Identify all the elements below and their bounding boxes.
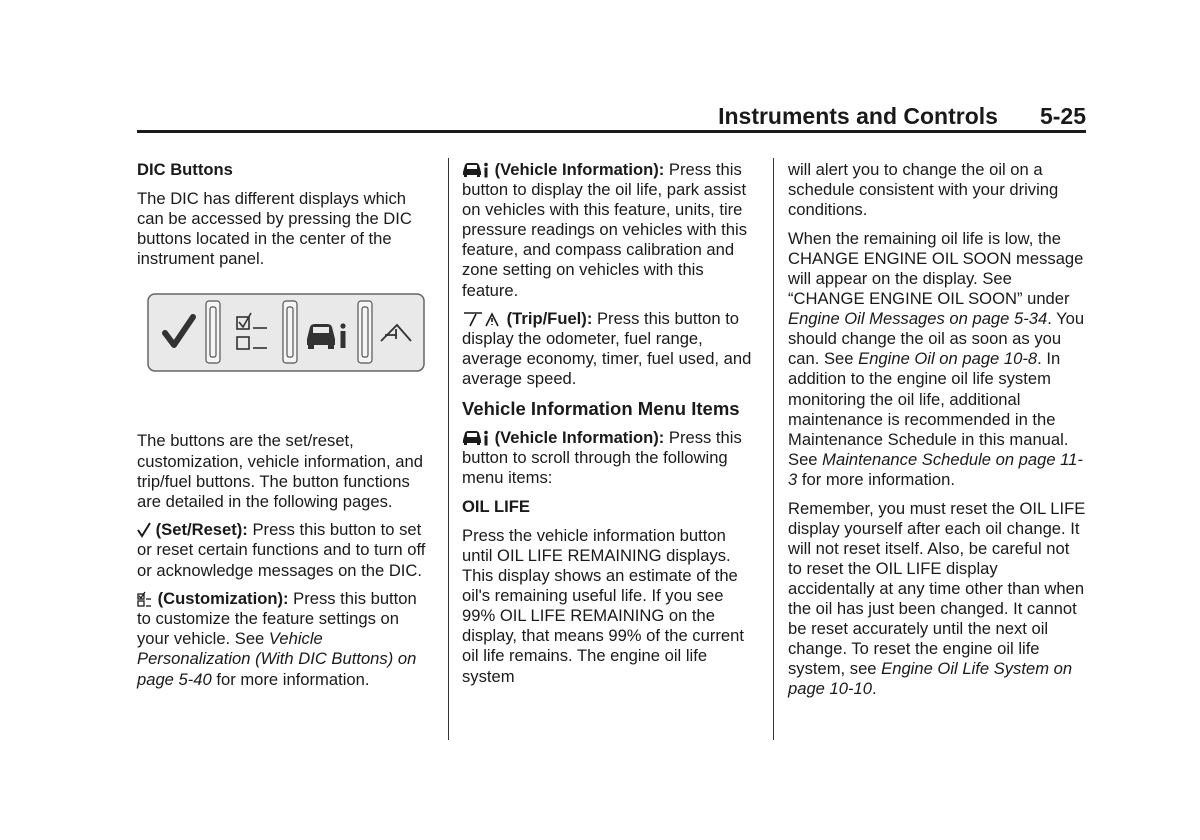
oil-low-paragraph (788, 229, 1086, 490)
section-title: Instruments and Controls (718, 103, 998, 129)
oil-low-text-c: . In addition to the engine oil life system monitoring the oil life, additional maintenance is recommended in the Maintenance Schedule in this manual. See (788, 349, 1069, 469)
customization-paragraph (137, 589, 433, 689)
engine-oil-messages-reference: Engine Oil Messages on page 5-34 (788, 309, 1048, 329)
oil-alert-paragraph: will alert you to change the oil on a schedule consistent with your driving conditions. (788, 160, 1059, 220)
vehicle-info-text: Press this button to display the oil life, park assist on vehicles with this feature, units, tire pressure readings on vehicles with this feature, and compass calibration and zone setting on vehicles with this feature. (462, 160, 748, 300)
column-3 (788, 160, 1086, 708)
vehicle-info-paragraph (462, 160, 760, 301)
oil-low-text-b: . You should change the oil as soon as you can. See (788, 309, 1085, 369)
column-divider (773, 158, 774, 740)
trip-fuel-paragraph (462, 309, 760, 389)
column-divider (448, 158, 449, 740)
oil-low-text-a: When the remaining oil life is low, the CHANGE ENGINE OIL SOON message will appear on the display. See “CHANGE ENGINE OIL SOON” under (788, 228, 1084, 309)
oil-life-heading: OIL LIFE (462, 496, 530, 516)
vehicle-info-scroll-paragraph (462, 428, 760, 488)
vehicle-info-label: (Vehicle Information): (494, 160, 665, 179)
maintenance-schedule-reference: Maintenance Schedule on page 11-3 (788, 449, 1083, 489)
customization-tail: for more information. (216, 669, 370, 689)
page-number: 5-25 (1039, 103, 1086, 129)
oil-low-text-d: for more information. (801, 469, 955, 489)
trip-fuel-text: Press this button to display the odometer, fuel range, average economy, timer, fuel used, and average speed. (462, 309, 752, 389)
vehicle-info-label-2: (Vehicle Information): (494, 428, 665, 448)
column-2 (462, 160, 760, 695)
set-reset-paragraph (137, 520, 433, 580)
dic-buttons-heading: DIC Buttons (137, 160, 233, 179)
dic-intro-paragraph: The DIC has different displays which can be accessed by pressing the DIC buttons located in the center of the instrument panel. (137, 189, 412, 269)
dic-button-panel (147, 293, 425, 373)
set-reset-text: Press this button to set or reset certain functions and to turn off or acknowledge messages on the DIC. (137, 520, 426, 580)
dic-button-panel-illustration (137, 281, 433, 421)
reset-reminder-end: . (871, 679, 877, 699)
customization-label: (Customization): (157, 589, 289, 609)
column-1 (137, 160, 433, 698)
customization-text: Press this button to customize the feature settings on your vehicle. See (137, 589, 417, 649)
page-header (137, 100, 1086, 130)
oil-life-paragraph: Press the vehicle information button until OIL LIFE REMAINING displays. This display shows an estimate of the oil's remaining useful life. If you see 99% OIL LIFE REMAINING on the display, that means 99% of the current oil life remains. The engine oil life system (462, 525, 744, 686)
reset-reminder-paragraph (788, 499, 1086, 700)
vehicle-info-menu-heading: Vehicle Information Menu Items (462, 398, 740, 420)
reset-reminder-text: Remember, you must reset the OIL LIFE display yourself after each oil change. It will not reset itself. Also, be careful not to reset the OIL LIFE display accidentally at any time other than when the oil has just been changed. It cannot be reset accurately until the next oil change. To reset the engine oil life system, see (788, 498, 1086, 679)
check-icon (137, 522, 151, 538)
vehicle-information-icon (462, 430, 490, 446)
buttons-description: The buttons are the set/reset, customization, vehicle information, and trip/fuel buttons. The button functions are detailed in the following pages. (137, 431, 423, 511)
customization-icon (137, 591, 153, 607)
engine-oil-reference: Engine Oil on page 10-8 (858, 349, 1038, 369)
header-rule (137, 130, 1086, 133)
trip-fuel-road-icon (462, 311, 502, 327)
trip-fuel-label: (Trip/Fuel): (506, 309, 593, 329)
vehicle-info-scroll-text: Press this button to scroll through the following menu items: (462, 428, 742, 488)
set-reset-label: (Set/Reset): (155, 520, 248, 540)
engine-oil-life-system-reference: Engine Oil Life System on page 10-10 (788, 659, 1073, 699)
personalization-reference: Vehicle Personalization (With DIC Buttons) on page 5-40 (137, 629, 417, 689)
vehicle-information-icon (462, 162, 490, 178)
